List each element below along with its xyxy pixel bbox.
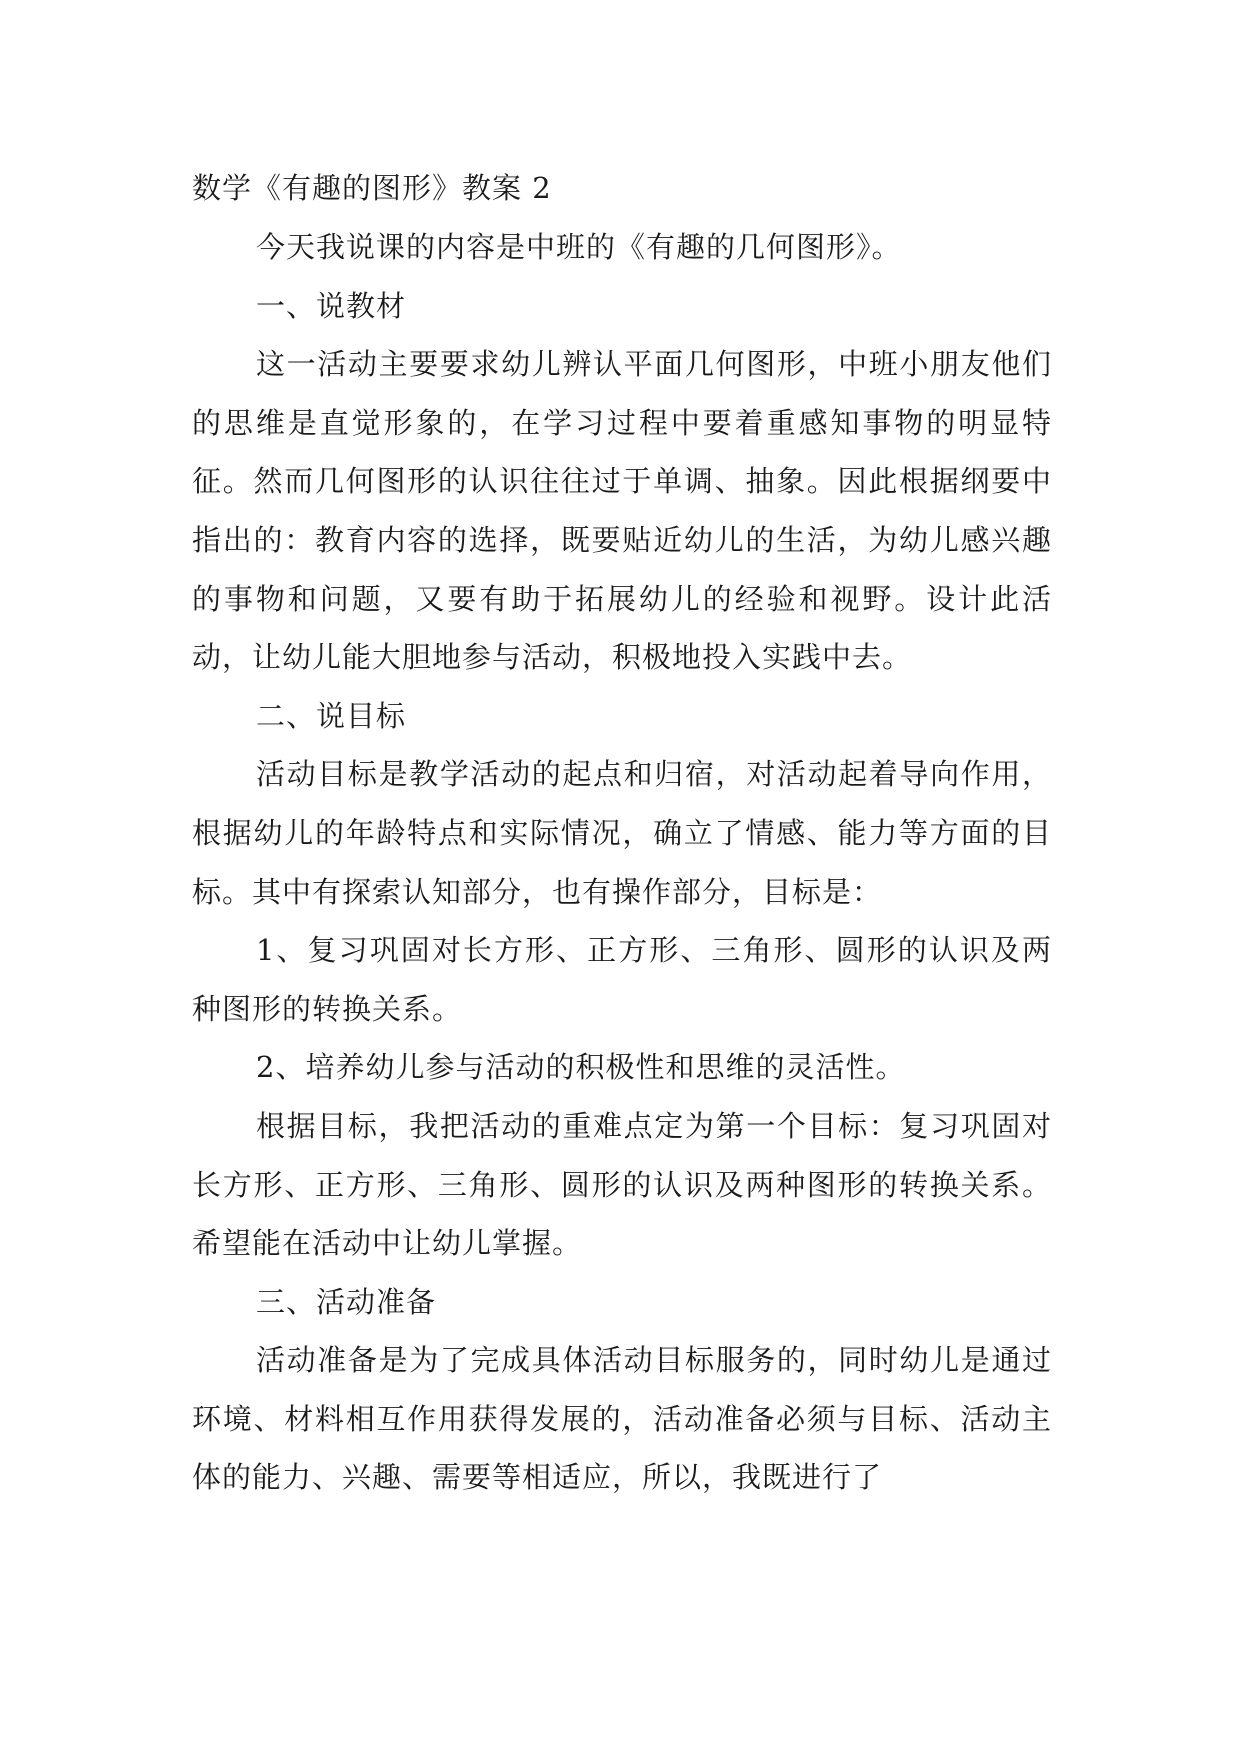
section-heading-goals: 二、说目标 [256,698,407,733]
paragraph-intro: 今天我说课的内容是中班的《有趣的几何图形》。 [256,230,902,264]
goal-item-1: 1、复习巩固对长方形、正方形、三角形、圆形的认识及两种图形的转换关系。 [192,933,1052,1026]
paragraph-goals: 活动目标是教学活动的起点和归宿，对活动起着导向作用，根据幼儿的年龄特点和实际情况，确立了情感、能力等方面的目标。其中有探索认知部分，也有操作部分，目标是： [192,757,1052,909]
goal-item-2: 2、培养幼儿参与活动的积极性和思维的灵活性。 [256,1050,906,1085]
document-title: 数学《有趣的图形》教案 2 [192,171,552,205]
paragraph-preparation: 活动准备是为了完成具体活动目标服务的，同时幼儿是通过环境、材料相互作用获得发展的，活动准备必须与目标、活动主体的能力、兴趣、需要等相适应，所以，我既进行了 [192,1343,1052,1495]
section-heading-textbook: 一、说教材 [256,288,407,323]
document-body [192,158,1052,1507]
paragraph-key-points: 根据目标，我把活动的重难点定为第一个目标：复习巩固对长方形、正方形、三角形、圆形的认识及两种图形的转换关系。希望能在活动中让幼儿掌握。 [192,1108,1052,1261]
paragraph-textbook: 这一活动主要要求幼儿辨认平面几何图形，中班小朋友他们的思维是直觉形象的，在学习过程中要着重感知事物的明显特征。然而几何图形的认识往往过于单调、抽象。因此根据纲要中指出的：教育内容的选择，既要贴近幼儿的生活，为幼儿感兴趣的事物和问题，又要有助于拓展幼儿的经验和视野。设计此活动，让幼儿能大胆地参与活动，积极地投入实践中去。 [192,347,1052,675]
section-heading-preparation: 三、活动准备 [256,1284,437,1319]
